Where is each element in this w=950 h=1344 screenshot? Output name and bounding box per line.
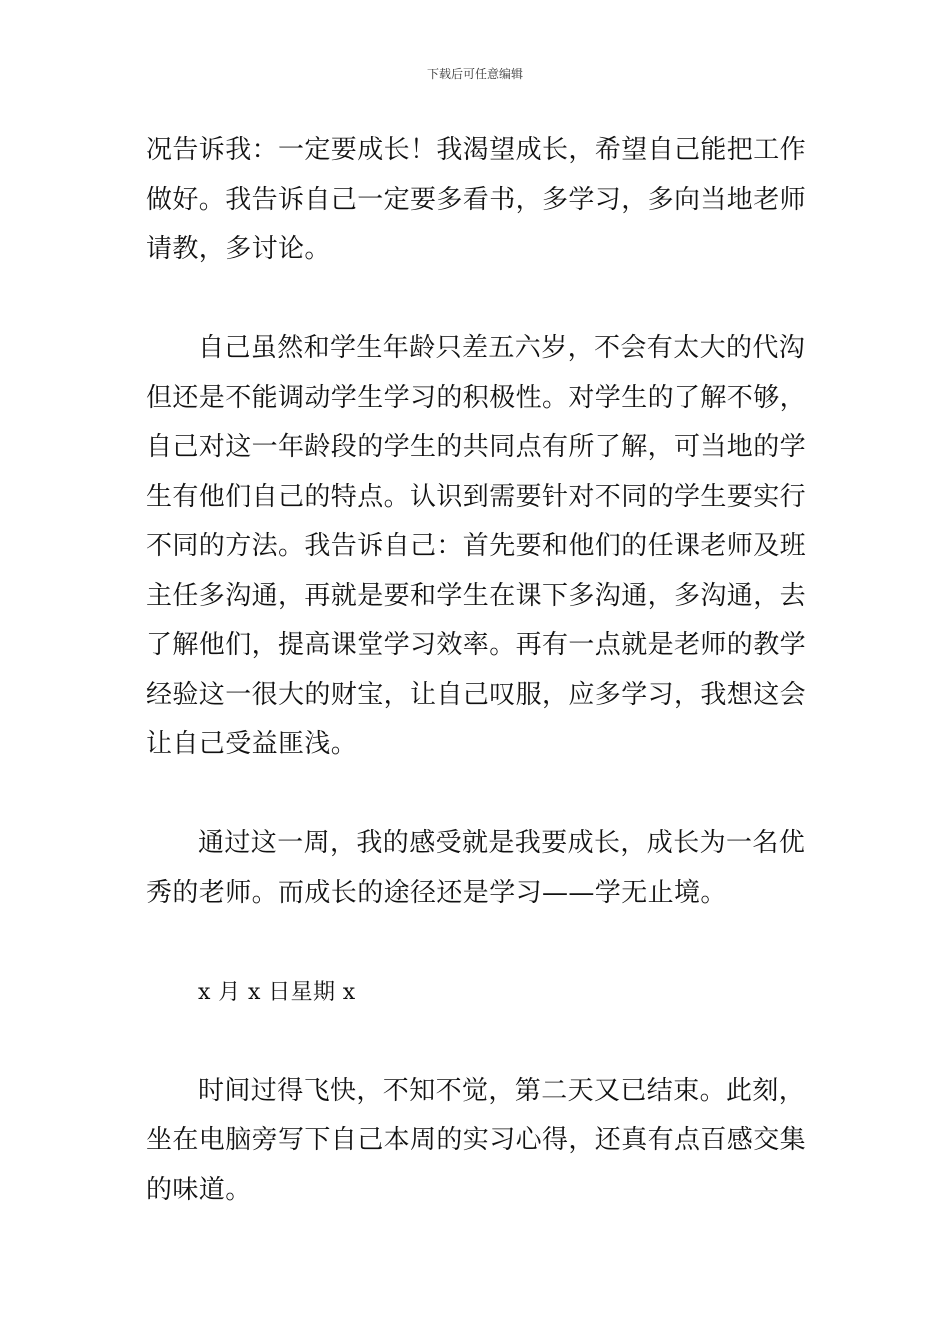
text-line: 主任多沟通，再就是要和学生在课下多沟通，多沟通，去 xyxy=(146,580,807,611)
paragraph-spacer xyxy=(146,918,810,968)
text-line: 通过这一周，我的感受就是我要成长，成长为一名优 xyxy=(198,828,806,858)
paragraph-2 xyxy=(146,324,810,770)
text-line: 时间过得飞快，不知不觉，第二天又已结束。此刻， xyxy=(198,1075,806,1106)
paragraph-1 xyxy=(146,126,810,275)
text-line: 让自己受益匪浅。 xyxy=(146,729,358,759)
text-line: 况告诉我：一定要成长！我渴望成长，希望自己能把工作 xyxy=(146,135,807,165)
page-header: 下载后可任意编辑 xyxy=(426,67,523,81)
paragraph-3 xyxy=(146,819,810,918)
text-line: 生有他们自己的特点。认识到需要针对不同的学生要实行 xyxy=(146,481,807,512)
text-line: 的味道。 xyxy=(146,1174,252,1205)
date-line: x 月 x 日星期 x xyxy=(198,979,356,1005)
text-line: 坐在电脑旁写下自己本周的实习心得，还真有点百感交集 xyxy=(146,1125,807,1155)
paragraph-spacer xyxy=(146,1017,810,1067)
text-line: 经验这一很大的财宝，让自己叹服，应多学习，我想这会 xyxy=(146,679,807,710)
text-line: 秀的老师。而成长的途径还是学习——学无止境。 xyxy=(146,877,727,908)
text-line: 做好。我告诉自己一定要多看书，多学习，多向当地老师 xyxy=(146,184,807,215)
paragraph-spacer xyxy=(146,770,810,820)
date-heading xyxy=(146,968,810,1018)
text-line: 但还是不能调动学生学习的积极性。对学生的了解不够， xyxy=(146,382,807,413)
text-line: 自己虽然和学生年龄只差五六岁，不会有太大的代沟 xyxy=(198,333,806,363)
document-body xyxy=(146,126,810,1215)
text-line: 不同的方法。我告诉自己：首先要和他们的任课老师及班 xyxy=(146,531,807,561)
paragraph-spacer xyxy=(146,275,810,325)
text-line: 请教，多讨论。 xyxy=(146,234,331,264)
paragraph-4 xyxy=(146,1067,810,1216)
text-line: 了解他们，提高课堂学习效率。再有一点就是老师的教学 xyxy=(146,630,807,660)
text-line: 自己对这一年龄段的学生的共同点有所了解，可当地的学 xyxy=(146,432,807,462)
